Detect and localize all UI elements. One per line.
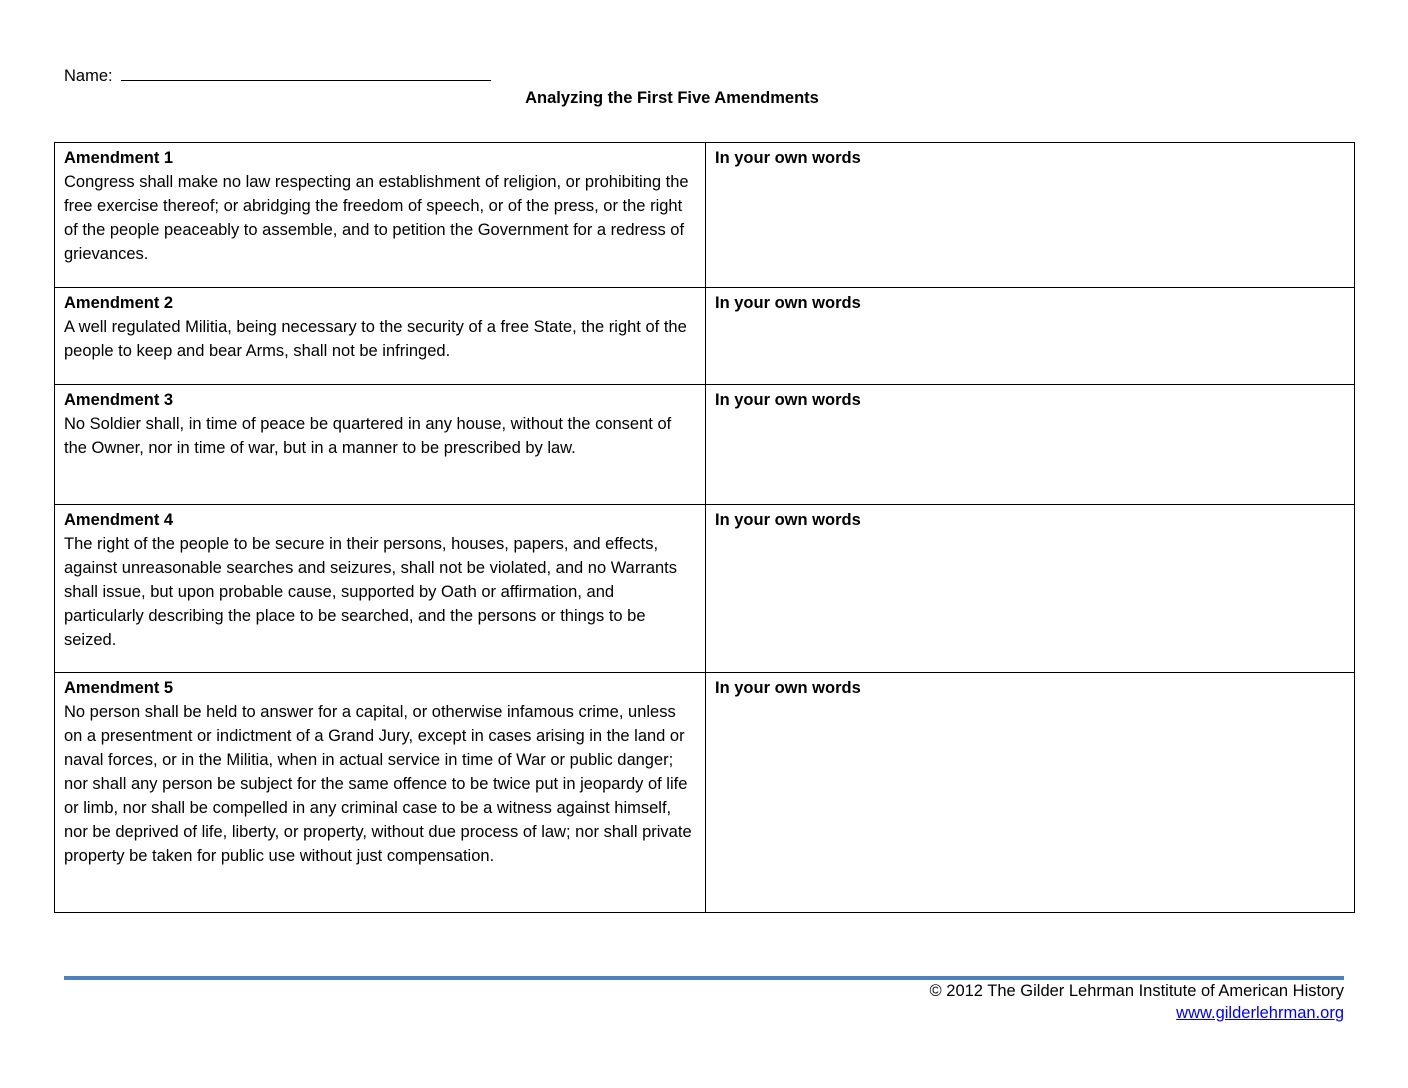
response-cell[interactable] — [706, 143, 1355, 288]
amendment-row-3 — [55, 385, 1355, 505]
amendment-heading: Amendment 2 — [64, 294, 174, 312]
amendment-text-cell — [55, 143, 706, 288]
amendment-text-cell — [55, 288, 706, 385]
response-label: In your own words — [715, 511, 861, 529]
footer-copyright: © 2012 The Gilder Lehrman Institute of American History — [929, 982, 1344, 1000]
amendment-heading: Amendment 4 — [64, 511, 174, 529]
name-field[interactable] — [64, 64, 491, 86]
amendment-heading: Amendment 5 — [64, 679, 174, 697]
page-title: Analyzing the First Five Amendments — [525, 89, 819, 107]
response-cell[interactable] — [706, 288, 1355, 385]
amendment-row-5 — [55, 673, 1355, 913]
response-cell[interactable] — [706, 385, 1355, 505]
response-label: In your own words — [715, 149, 861, 167]
footer-website-link[interactable]: www.gilderlehrman.org — [1176, 1004, 1344, 1022]
amendment-text-cell — [55, 385, 706, 505]
response-label: In your own words — [715, 294, 861, 312]
amendment-text-cell — [55, 505, 706, 673]
response-label: In your own words — [715, 679, 861, 697]
amendment-text: No Soldier shall, in time of peace be quartered in any house, without the consent of the Owner, nor in time of war, but in a manner to be prescribed by law. — [64, 415, 672, 457]
amendment-text-cell — [55, 673, 706, 913]
amendment-row-1 — [55, 143, 1355, 288]
amendment-text: The right of the people to be secure in their persons, houses, papers, and effects, against unreasonable searches and seizures, shall not be violated, and no Warrants shall issue, but upon probable cause, supported by Oath or affirmation, and particularly describing the place to be searched, and the persons or things to be seized. — [64, 535, 678, 649]
amendments-table — [54, 142, 1355, 913]
amendment-text: No person shall be held to answer for a capital, or otherwise infamous crime, unless on a presentment or indictment of a Grand Jury, except in cases arising in the land or naval forces, or in the Militia, when in actual service in time of War or public danger; nor shall any person be subject for the same offence to be twice put in jeopardy of life or limb, nor shall be compelled in any criminal case to be a witness against himself, nor be deprived of life, liberty, or property, without due process of law; nor shall private property be taken for public use without just compensation. — [64, 703, 692, 865]
amendment-heading: Amendment 3 — [64, 391, 174, 409]
name-blank-line[interactable] — [121, 64, 491, 81]
amendment-row-2 — [55, 288, 1355, 385]
response-cell[interactable] — [706, 505, 1355, 673]
response-cell[interactable] — [706, 673, 1355, 913]
amendment-row-4 — [55, 505, 1355, 673]
amendment-heading: Amendment 1 — [64, 149, 174, 167]
amendment-text: A well regulated Militia, being necessary to the security of a free State, the right of the people to keep and bear Arms, shall not be infringed. — [64, 318, 687, 360]
name-label: Name: — [64, 67, 113, 85]
amendment-text: Congress shall make no law respecting an establishment of religion, or prohibiting the free exercise thereof; or abridging the freedom of speech, or of the press, or the right of the people peaceably to assemble, and to petition the Government for a redress of grievances. — [64, 173, 689, 263]
response-label: In your own words — [715, 391, 861, 409]
